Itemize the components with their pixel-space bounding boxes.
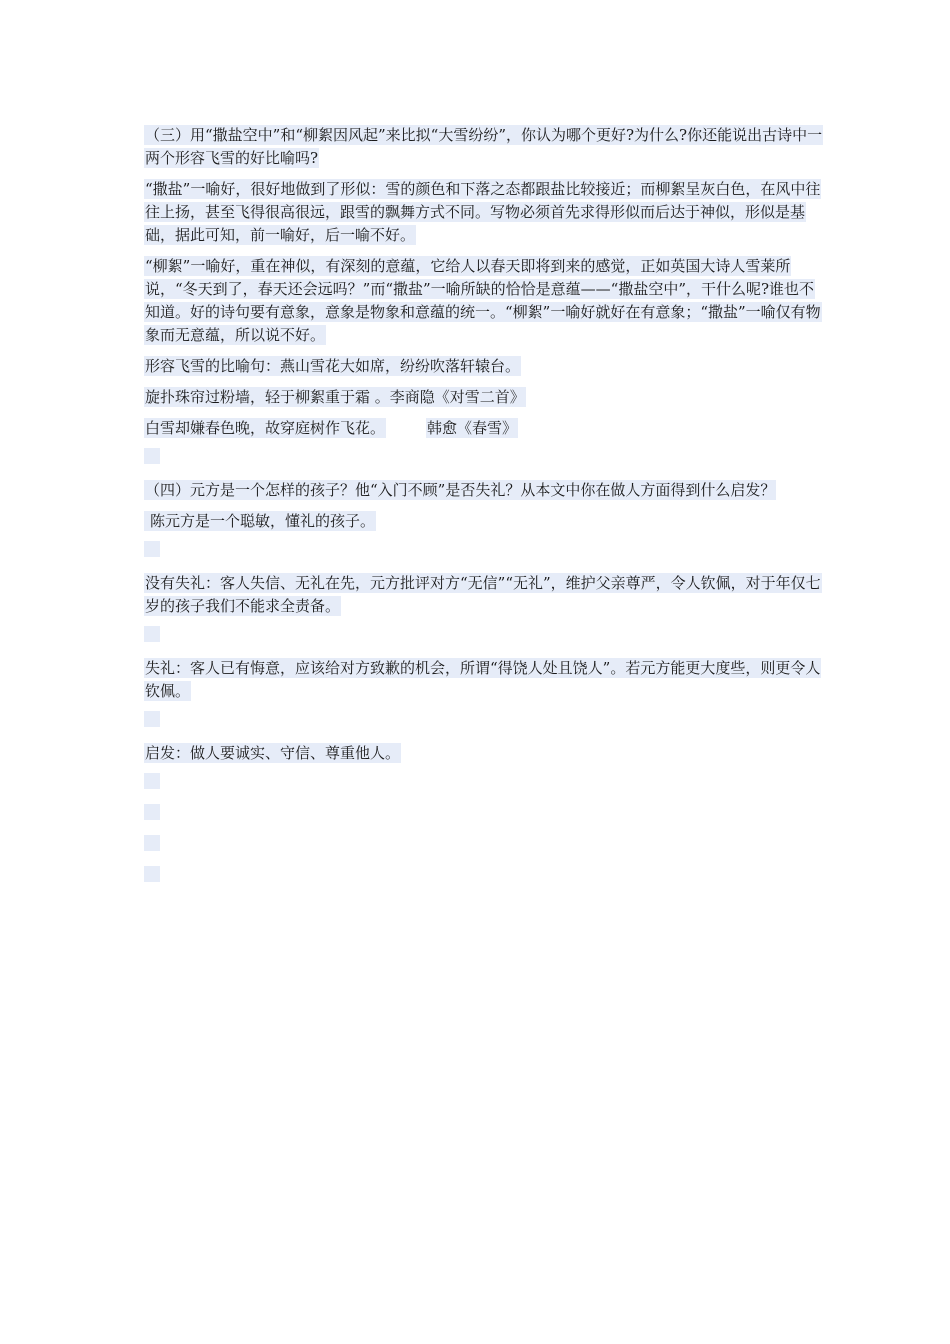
inspiration-text: 启发：做人要诚实、守信、尊重他人。 (145, 744, 401, 762)
empty-paragraph-mark (144, 804, 160, 820)
answer-4-no-text: 没有失礼：客人失信、无礼在先，元方批评对方“无信”“无礼”，维护父亲尊严，令人钦佩，对于年仅七岁的孩子我们不能求全责备。 (145, 574, 821, 615)
answer-4-child-text: 陈元方是一个聪敏，懂礼的孩子。 (144, 511, 376, 531)
empty-paragraph-mark (144, 866, 160, 882)
answer-3-salt (144, 178, 824, 247)
question-4-text: （四）元方是一个怎样的孩子？他“入门不顾”是否失礼？从本文中你在做人方面得到什么启发？ (145, 481, 776, 499)
answer-3-salt-text: “撒盐”一喻好，很好地做到了形似：雪的颜色和下落之态都跟盐比较接近；而柳絮呈灰白色，在风中往往上扬，甚至飞得很高很远，跟雪的飘舞方式不同。写物必须首先求得形似而后达于神似，形似是基础，据此可知，前一喻好，后一喻不好。 (145, 180, 821, 244)
poem-li-shangyin-text: 旋扑珠帘过粉墙，轻于柳絮重于霜 。李商隐《对雪二首》 (145, 388, 525, 406)
answer-4-yes-text: 失礼：客人已有悔意，应该给对方致歉的机会，所谓“得饶人处且饶人”。若元方能更大度些，则更令人钦佩。 (145, 659, 821, 700)
answer-3-catkin-text: “柳絮”一喻好，重在神似，有深刻的意蕴，它给人以春天即将到来的感觉，正如英国大诗人雪莱所说，“冬天到了，春天还会远吗？”而“撒盐”一喻所缺的恰恰是意蕴——“撒盐空中”，干什么呢?谁也不知道。好的诗句要有意象，意象是物象和意蕴的统一。“柳絮”一喻好就好在有意象；“撒盐”一喻仅有物象而无意蕴，所以说不好。 (145, 257, 821, 344)
document-body (144, 124, 824, 897)
empty-paragraph-mark (144, 835, 160, 851)
metaphor-intro-text: 形容飞雪的比喻句：燕山雪花大如席，纷纷吹落轩辕台。 (145, 357, 521, 375)
answer-4-child (144, 510, 824, 533)
poem-li-shangyin (144, 386, 824, 409)
empty-paragraph-mark (144, 773, 160, 789)
metaphor-intro (144, 355, 824, 378)
poem-han-yu-line: 白雪却嫌春色晚，故穿庭树作飞花。 (145, 419, 386, 437)
question-3 (144, 124, 824, 170)
poem-han-yu-author: 韩愈《春雪》 (427, 419, 518, 437)
empty-paragraph-mark (144, 448, 160, 464)
question-4 (144, 479, 824, 502)
empty-paragraph-mark (144, 541, 160, 557)
answer-4-yes (144, 657, 824, 703)
answer-3-catkin (144, 255, 824, 347)
inspiration (144, 742, 824, 765)
empty-paragraph-mark (144, 626, 160, 642)
poem-han-yu (144, 417, 824, 440)
answer-4-no (144, 572, 824, 618)
empty-paragraph-mark (144, 711, 160, 727)
question-3-text: （三）用“撒盐空中”和“柳絮因风起”来比拟“大雪纷纷”，你认为哪个更好?为什么?你还能说出古诗中一两个形容飞雪的好比喻吗? (145, 126, 823, 167)
